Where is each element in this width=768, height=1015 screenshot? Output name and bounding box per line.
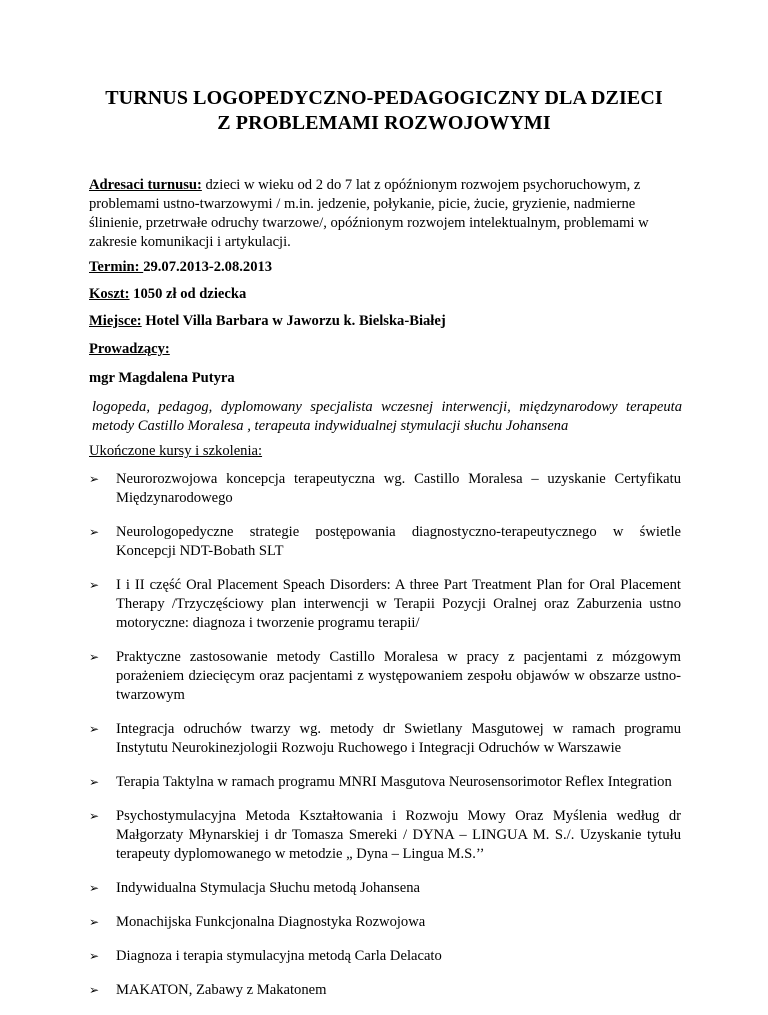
leader-description: logopeda, pedagog, dyplomowany specjalista wczesnej interwencji, międzynarodowy terapeuta metody Castillo Moralesa , terapeuta indywidualnej stymulacji słuchu Johansena — [92, 399, 682, 434]
leader-name: mgr Magdalena Putyra — [89, 370, 235, 386]
addressees-text: dzieci w wieku od 2 do 7 lat z opóźnionym rozwojem psychoruchowym, z problemami ustno-twarzowymi / m.in. jedzenie, połykanie, picie, żucie, gryzienie, nadmierne ślinienie, przetrwałe odruchy twarzowe/, opóźnionym rozwojem intelektualnym, problemami w zakresie komunikacji i artykulacji. — [89, 177, 649, 250]
leaders-label: Prowadzący: — [89, 341, 170, 357]
cost-label: Koszt: — [89, 286, 130, 302]
arrow-bullet-icon: ➢ — [89, 775, 100, 789]
courses-heading: Ukończone kursy i szkolenia: — [89, 443, 263, 459]
document-title — [60, 86, 708, 136]
course-text: Diagnoza i terapia stymulacyjna metodą Carla Delacato — [116, 948, 442, 964]
course-text: Integracja odruchów twarzy wg. metody dr Swietlany Masgutowej w ramach programu Instytutu Neurokinezjologii Rozwoju Ruchowego i Integracji Odruchów w Warszawie — [116, 721, 681, 756]
arrow-bullet-icon: ➢ — [89, 983, 100, 997]
course-list-item — [89, 879, 681, 898]
term-value: 29.07.2013-2.08.2013 — [143, 259, 273, 275]
arrow-bullet-icon: ➢ — [89, 472, 100, 486]
course-text: Neurorozwojowa koncepcja terapeutyczna wg. Castillo Moralesa – uzyskanie Certyfikatu Międzynarodowego — [116, 471, 681, 506]
course-text: I i II część Oral Placement Speach Disorders: A three Part Treatment Plan for Oral Placement Therapy /Trzyczęściowy plan interwencji w Terapii Pozycji Oralnej oraz Zaburzenia ustno motoryczne: diagnoza i tworzenie programu terapii/ — [116, 577, 681, 631]
course-list-item — [89, 648, 681, 705]
arrow-bullet-icon: ➢ — [89, 949, 100, 963]
arrow-bullet-icon: ➢ — [89, 578, 100, 592]
term-label: Termin: — [89, 259, 144, 275]
leaders-heading — [89, 340, 679, 359]
course-list-item — [89, 773, 681, 792]
place-line — [89, 312, 679, 331]
course-text: Psychostymulacyjna Metoda Kształtowania i Rozwoju Mowy Oraz Myślenia według dr Małgorzaty Młynarskiej i dr Tomasza Smereki / DYNA – LINGUA M. S./. Uzyskanie tytułu terapeuty dyplomowanego w metodzie „ Dyna – Lingua M.S.’’ — [116, 808, 681, 862]
course-text: Indywidualna Stymulacja Słuchu metodą Johansena — [116, 880, 420, 896]
arrow-bullet-icon: ➢ — [89, 722, 100, 736]
arrow-bullet-icon: ➢ — [89, 650, 100, 664]
course-list-item — [89, 470, 681, 508]
course-text: MAKATON, Zabawy z Makatonem — [116, 982, 327, 998]
course-list-item — [89, 981, 681, 1000]
course-text: Praktyczne zastosowanie metody Castillo Moralesa w pracy z pacjentami z mózgowym porażeniem dziecięcym oraz pacjentami z występowaniem zespołu objawów w obszarze ustno-twarzowym — [116, 649, 681, 703]
cost-value: 1050 zł od dziecka — [129, 286, 247, 302]
title-line-1: TURNUS LOGOPEDYCZNO-PEDAGOGICZNY DLA DZIECI — [105, 87, 663, 109]
place-label: Miejsce: — [89, 313, 142, 329]
course-text: Neurologopedyczne strategie postępowania diagnostyczno-terapeutycznego w świetle Koncepcji NDT-Bobath SLT — [116, 524, 681, 559]
arrow-bullet-icon: ➢ — [89, 809, 100, 823]
courses-list — [89, 470, 681, 1015]
addressees-label: Adresaci turnusu: — [89, 177, 202, 193]
term-line — [89, 258, 679, 277]
course-text: Terapia Taktylna w ramach programu MNRI Masgutova Neurosensorimotor Reflex Integration — [116, 774, 672, 790]
arrow-bullet-icon: ➢ — [89, 881, 100, 895]
course-list-item — [89, 523, 681, 561]
arrow-bullet-icon: ➢ — [89, 915, 100, 929]
course-list-item — [89, 947, 681, 966]
course-list-item — [89, 913, 681, 932]
cost-line — [89, 285, 679, 304]
title-line-2: Z PROBLEMAMI ROZWOJOWYMI — [217, 112, 551, 134]
course-text: Monachijska Funkcjonalna Diagnostyka Rozwojowa — [116, 914, 426, 930]
course-list-item — [89, 807, 681, 864]
arrow-bullet-icon: ➢ — [89, 525, 100, 539]
place-value: Hotel Villa Barbara w Jaworzu k. Bielska-Białej — [141, 313, 446, 329]
course-list-item — [89, 576, 681, 633]
addressees-paragraph — [89, 176, 679, 252]
course-list-item — [89, 720, 681, 758]
